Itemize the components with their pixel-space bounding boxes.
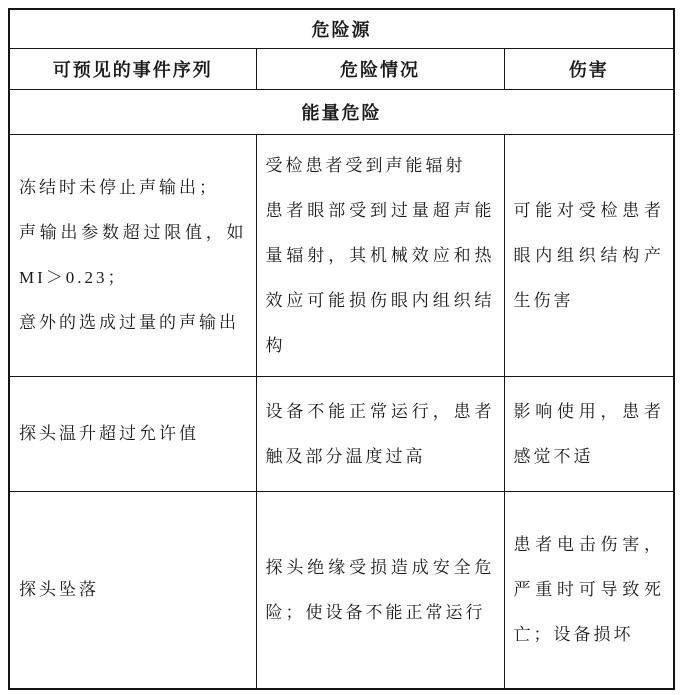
cell-event-sequence [9, 491, 256, 689]
table-row [9, 491, 674, 689]
column-header-hazard-situation: 危险情况 [256, 48, 504, 89]
section-header-energy-hazard: 能量危险 [9, 89, 674, 134]
hazard-source-table [8, 8, 675, 690]
cell-paragraph: 患者眼部受到过量超声能量辐射，其机械效应和热效应可能损伤眼内组织结构 [265, 200, 495, 355]
cell-paragraph: 受检患者受到声能辐射 [265, 155, 466, 175]
cell-hazard-situation [256, 134, 504, 376]
cell-paragraph: 探头绝缘受损造成安全危险；使设备不能正常运行 [265, 557, 495, 622]
column-header-harm: 伤害 [504, 48, 674, 89]
cell-harm [504, 134, 674, 376]
cell-paragraph: 探头坠落 [19, 580, 99, 600]
table-row-section [9, 89, 674, 134]
cell-hazard-situation [256, 376, 504, 491]
table-row [9, 134, 674, 376]
cell-paragraph: 探头温升超过允许值 [19, 424, 199, 443]
table-row-column-headers [9, 48, 674, 89]
column-header-event-sequence: 可预见的事件序列 [9, 48, 256, 89]
cell-paragraph: 影响使用，患者感觉不适 [513, 401, 665, 466]
cell-paragraph: 意外的选成过量的声输出 [19, 313, 239, 332]
cell-paragraph: 冻结时未停止声输出； [19, 178, 219, 197]
cell-event-sequence [9, 376, 256, 491]
cell-harm [504, 376, 674, 491]
cell-hazard-situation [256, 491, 504, 689]
table-row [9, 376, 674, 491]
table-title: 危险源 [9, 9, 674, 48]
cell-harm [504, 491, 674, 689]
cell-paragraph: 设备不能正常运行，患者触及部分温度过高 [265, 401, 495, 466]
cell-paragraph: 患者电击伤害，严重时可导致死亡；设备损坏 [513, 535, 665, 645]
cell-event-sequence [9, 134, 256, 376]
table-row-title [9, 9, 674, 48]
cell-paragraph: 声输出参数超过限值，如MI＞0.23； [19, 223, 247, 287]
cell-paragraph: 可能对受检患者眼内组织结构产生伤害 [513, 200, 665, 310]
